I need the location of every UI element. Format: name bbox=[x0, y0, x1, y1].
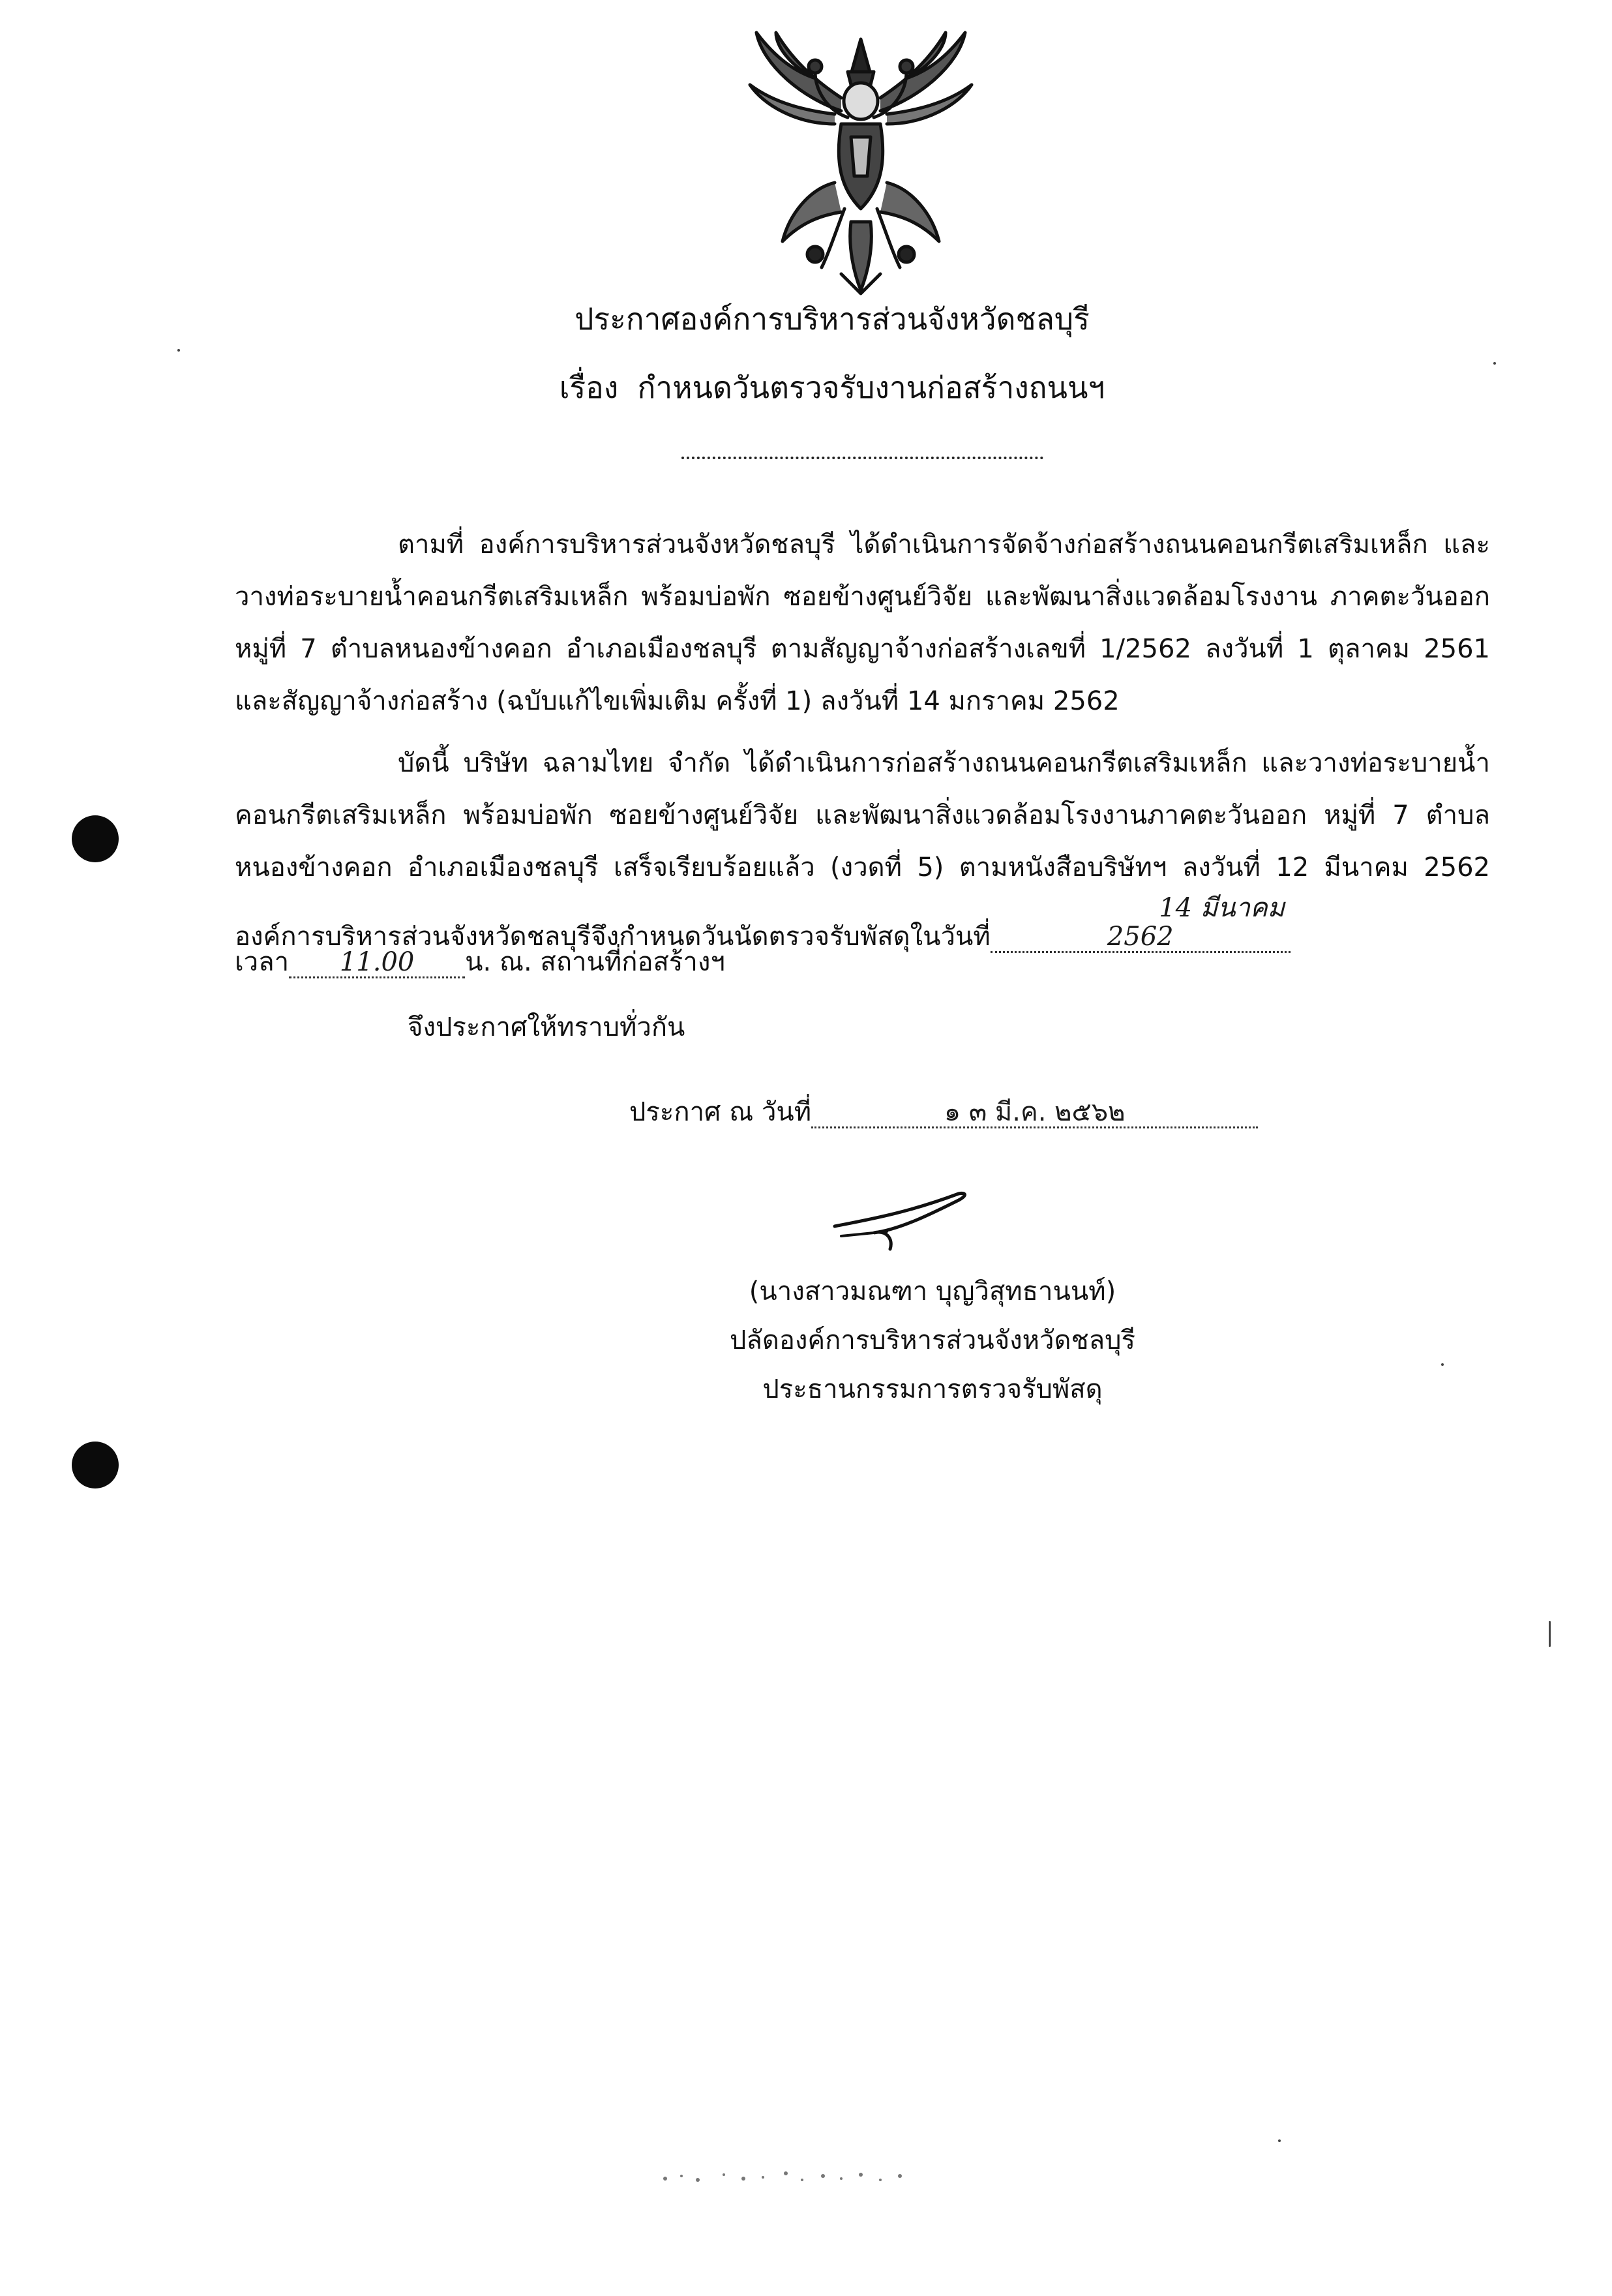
closing-text: จึงประกาศให้ทราบทั่วกัน bbox=[408, 1012, 685, 1042]
time-line bbox=[235, 936, 725, 988]
scan-speck bbox=[1278, 2139, 1281, 2142]
signatory-committee-role: ประธานกรรมการตรวจรับพัสดุ bbox=[762, 1374, 1103, 1404]
paragraph-contract: ตามที่ องค์การบริหารส่วนจังหวัดชลบุรี ได้ดำเนินการจัดจ้างก่อสร้างถนนคอนกรีตเสริมเหล็ก และวางท่อระบายน้ำคอนกรีตเสริมเหล็ก พร้อมบ่อพัก ซอยข้างศูนย์วิจัย และพัฒนาสิ่งแวดล้อมโรงงาน ภาคตะวันออก หมู่ที่ 7 ตำบลหนองข้างคอก อำเภอเมืองชลบุรี ตามสัญญาจ้างก่อสร้างเลขที่ 1/2562 ลงวันที่ 1 ตุลาคม 2561 และสัญญาจ้างก่อสร้าง (ฉบับแก้ไขเพิ่มเติม ครั้งที่ 1) ลงวันที่ 14 มกราคม 2562 bbox=[235, 530, 1490, 716]
scan-speck bbox=[1441, 1363, 1444, 1366]
garuda-emblem-icon bbox=[737, 26, 985, 300]
scan-speck bbox=[177, 349, 180, 352]
punch-hole-bottom bbox=[72, 1442, 119, 1488]
time-handwritten: 11.00 bbox=[289, 948, 465, 978]
signatory-position: ปลัดองค์การบริหารส่วนจังหวัดชลบุรี bbox=[729, 1325, 1136, 1355]
announce-date-line bbox=[629, 1086, 1258, 1138]
announcement-title: ประกาศองค์การบริหารส่วนจังหวัดชลบุรี bbox=[575, 301, 1090, 337]
time-suffix: น. ณ. สถานที่ก่อสร้างฯ bbox=[465, 947, 725, 977]
subject-label: เรื่อง bbox=[559, 370, 619, 405]
inspection-date-handwritten: 14 มีนาคม 2562 bbox=[991, 894, 1291, 953]
signature-mark bbox=[828, 1181, 985, 1259]
title-divider bbox=[681, 457, 1043, 459]
signatory-name: (นางสาวมณฑา บุญวิสุทธานนท์) bbox=[749, 1276, 1116, 1307]
announcement-subject bbox=[26, 369, 1612, 408]
scan-mark bbox=[1549, 1621, 1551, 1647]
faint-stamp-mark bbox=[652, 2164, 919, 2190]
announce-date-stamp: ๑ ๓ มี.ค. ๒๕๖๒ bbox=[811, 1098, 1258, 1128]
subject-text: กำหนดวันตรวจรับงานก่อสร้างถนนฯ bbox=[637, 370, 1105, 405]
paragraph-completion-text: บัดนี้ บริษัท ฉลามไทย จำกัด ได้ดำเนินการก่อสร้างถนนคอนกรีตเสริมเหล็ก และวางท่อระบายน้ำคอนกรีตเสริมเหล็ก พร้อมบ่อพัก ซอยข้างศูนย์วิจัย และพัฒนาสิ่งแวดล้อมโรงงานภาคตะวันออก หมู่ที่ 7 ตำบลหนองข้างคอก อำเภอเมืองชลบุรี เสร็จเรียบร้อยแล้ว (งวดที่ 5) ตามหนังสือบริษัทฯ ลงวันที่ 12 มีนาคม 2562 องค์การบริหารส่วนจังหวัดชลบุรีจึงกำหนดวันนัดตรวจรับพัสดุในวันที่ bbox=[235, 748, 1490, 952]
scan-speck bbox=[1493, 362, 1496, 365]
time-label: เวลา bbox=[235, 947, 290, 977]
paragraph-completion bbox=[235, 737, 1490, 963]
punch-hole-top bbox=[72, 815, 119, 862]
announce-date-label: ประกาศ ณ วันที่ bbox=[629, 1097, 812, 1127]
